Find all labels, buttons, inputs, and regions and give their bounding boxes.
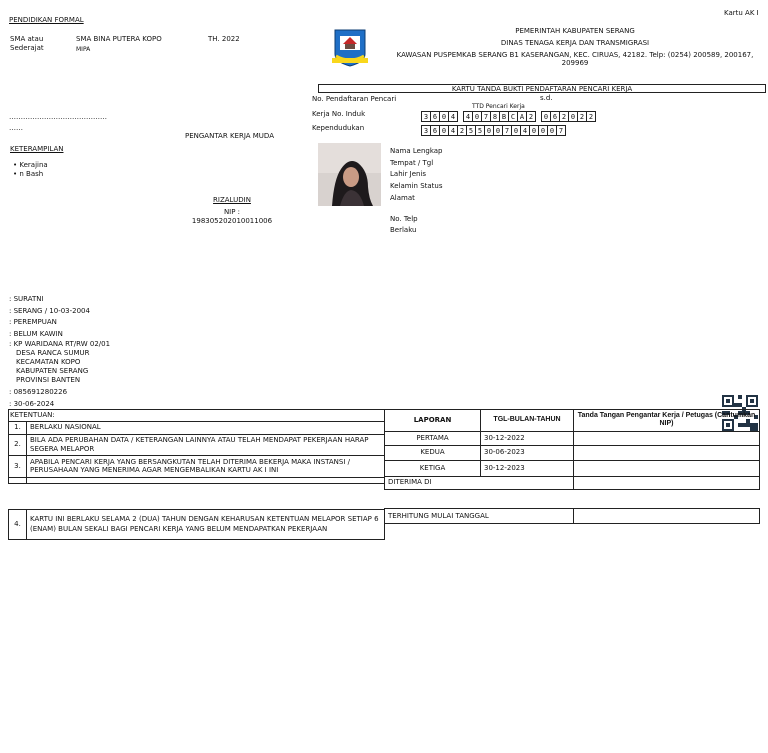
provision-row [9, 421, 385, 434]
value-name: : SURATNI [9, 295, 44, 303]
registration-label: No. Pendaftaran Pencari [312, 95, 397, 103]
nik-digit: 0 [511, 125, 521, 136]
education-level: SMA atau Sederajat [10, 35, 44, 52]
dotted-line: …………………………………… [9, 113, 107, 121]
skill-item: • Kerajina [13, 161, 48, 170]
report-signature [574, 445, 760, 460]
nik-digit: 2 [457, 125, 467, 136]
report-date: 30-06-2023 [481, 445, 574, 460]
report-signature [574, 460, 760, 476]
label-phone: No. Telp [390, 214, 418, 223]
label-spacer [390, 205, 443, 214]
reg-digit: 0 [541, 111, 551, 122]
address-line: PROVINSI BANTEN [16, 376, 81, 385]
ttd-label: TTD Pencari Kerja [472, 103, 525, 110]
card-title: KARTU TANDA BUKTI PENDAFTARAN PENCARI KERJA [318, 84, 766, 93]
provision-text: BILA ADA PERUBAHAN DATA / KETERANGAN LAINNYA ATAU TELAH MENDAPAT PEKERJAAN HARAP SEGERA MELAPOR [27, 434, 385, 455]
accepted-value [574, 476, 760, 489]
value-status: : BELUM KAWIN [9, 329, 63, 338]
provision-text: APABILA PENCARI KERJA YANG BERSANGKUTAN TELAH DITERIMA BEKERJA MAKA INSTANSI / PERUSAHAAN YANG MENERIMA AGAR MENGEMBALIKAN KARTU AK I INI [27, 455, 385, 477]
nik-digit: 7 [556, 125, 566, 136]
nik-digit: 4 [520, 125, 530, 136]
reg-digit: 6 [550, 111, 560, 122]
reg-digit: 7 [481, 111, 491, 122]
provision-text: KARTU INI BERLAKU SELAMA 2 (DUA) TAHUN DENGAN KEHARUSAN KETENTUAN MELAPOR SETIAP 6 (ENAM) BULAN SEKALI BAGI PENCARI KERJA YANG BELUM MENDAPATKAN PEKERJAAN [27, 510, 385, 540]
nik-digit: 0 [538, 125, 548, 136]
education-major: MIPA [76, 46, 91, 53]
label-status: Kelamin Status [390, 182, 443, 191]
report-header-label: LAPORAN [385, 410, 481, 432]
officer-signature-block [180, 196, 284, 225]
address-line: KECAMATAN KOPO [16, 358, 81, 367]
reg-digit: 4 [463, 111, 473, 122]
report-accepted-row [385, 476, 760, 489]
reg-digit: C [508, 111, 518, 122]
reg-digit: 3 [421, 111, 431, 122]
skills-list [13, 161, 48, 179]
regency-logo [332, 28, 368, 71]
report-header-date: TGL-BULAN-TAHUN [481, 410, 574, 432]
registration-number-boxes [421, 111, 595, 122]
reg-digit: 2 [526, 111, 536, 122]
provision-4-table [8, 509, 385, 540]
nik-digit: 0 [439, 125, 449, 136]
label-birth: Tempat / Tgl [390, 158, 434, 167]
reg-digit: 0 [472, 111, 482, 122]
report-label: KETIGA [385, 460, 481, 476]
nik-number-boxes [421, 125, 565, 136]
agency-line-1: PEMERINTAH KABUPATEN SERANG [515, 27, 635, 35]
reg-digit: 2 [577, 111, 587, 122]
blank-cell [9, 477, 27, 483]
registration-label-suffix: s.d. [540, 94, 553, 102]
provision-text: BERLAKU NASIONAL [27, 421, 385, 434]
label-valid: Berlaku [390, 226, 417, 235]
counted-label: TERHITUNG MULAI TANGGAL [385, 509, 574, 524]
value-phone: : 085691280226 [9, 388, 68, 397]
officer-title: PENGANTAR KERJA MUDA [185, 132, 274, 140]
report-signature [574, 431, 760, 445]
personal-labels [390, 146, 443, 237]
card-code-label: Kartu AK I [724, 9, 759, 17]
skill-item: • n Bash [13, 170, 48, 179]
education-school: SMA BINA PUTERA KOPO [76, 35, 162, 43]
provision-number: 2. [9, 434, 27, 455]
nik-digit: 0 [484, 125, 494, 136]
reg-digit: 2 [559, 111, 569, 122]
education-year: TH. 2022 [208, 35, 240, 43]
nik-digit: 4 [448, 125, 458, 136]
provision-number: 3. [9, 455, 27, 477]
reg-digit: 0 [439, 111, 449, 122]
counted-row [385, 509, 760, 524]
report-row [385, 460, 760, 476]
label-gender: Lahir Jenis [390, 170, 427, 179]
report-header-signature: Tanda Tangan Pengantar Kerja / Petugas (Cantumkan NIP) [574, 410, 760, 432]
reg-digit: B [499, 111, 509, 122]
reg-digit: 0 [568, 111, 578, 122]
officer-name: RIZALUDIN [213, 196, 251, 204]
report-row [385, 431, 760, 445]
officer-nip-label: NIP : [223, 207, 241, 216]
nik-digit: 5 [466, 125, 476, 136]
counted-value [574, 509, 760, 524]
value-gender: : PEREMPUAN [9, 318, 57, 327]
nik-digit: 5 [475, 125, 485, 136]
value-birth: : SERANG / 10-03-2004 [9, 306, 90, 315]
accepted-label: DITERIMA DI [385, 476, 574, 489]
nik-digit: 0 [547, 125, 557, 136]
provision-row [9, 434, 385, 455]
report-table [384, 409, 760, 490]
nik-digit: 6 [430, 125, 440, 136]
skills-heading: KETERAMPILAN [10, 145, 64, 153]
provisions-table [8, 409, 385, 484]
applicant-photo [318, 143, 381, 206]
agency-line-2: DINAS TENAGA KERJA DAN TRANSMIGRASI [500, 38, 650, 47]
personal-values [9, 294, 110, 411]
provisions-heading: KETENTUAN: [9, 410, 385, 422]
education-heading: PENDIDIKAN FORMAL [9, 16, 84, 24]
report-row [385, 445, 760, 460]
nik-label: Kerja No. Induk [312, 110, 366, 118]
provision-number: 4. [9, 510, 27, 540]
provision-number: 1. [9, 421, 27, 434]
agency-address: KAWASAN PUSPEMKAB SERANG B1 KASERANGAN, KEC. CIRUAS, 42182. Telp: (0254) 200589, 200167, [396, 50, 754, 59]
officer-nip: 198305202010011006 [191, 216, 273, 225]
provision-row-blank [9, 477, 385, 483]
nik-digit: 0 [529, 125, 539, 136]
nik-digit: 0 [493, 125, 503, 136]
nik-label-2: Kependudukan [312, 124, 365, 132]
report-label: PERTAMA [385, 431, 481, 445]
reg-digit: 8 [490, 111, 500, 122]
agency-phone: 209969 [561, 59, 589, 68]
report-date: 30-12-2023 [481, 460, 574, 476]
report-date: 30-12-2022 [481, 431, 574, 445]
nik-digit: 3 [421, 125, 431, 136]
value-valid: : 30-06-2024 [9, 399, 55, 408]
provision-row [9, 510, 385, 540]
dotted-line: …… [9, 124, 23, 132]
counted-from-table [384, 508, 760, 524]
address-line: DESA RANCA SUMUR [16, 349, 90, 358]
agency-header [385, 27, 765, 68]
nik-digit: 7 [502, 125, 512, 136]
report-header-row [385, 410, 760, 432]
reg-digit: 4 [448, 111, 458, 122]
report-label: KEDUA [385, 445, 481, 460]
provision-row [9, 455, 385, 477]
reg-digit: 6 [430, 111, 440, 122]
reg-digit: A [517, 111, 527, 122]
address-line: KABUPATEN SERANG [16, 367, 89, 376]
label-name: Nama Lengkap [390, 147, 443, 155]
reg-digit: 2 [586, 111, 596, 122]
label-address: Alamat [390, 193, 415, 202]
provisions-heading-row [9, 410, 385, 422]
blank-cell [27, 477, 385, 483]
value-address [9, 340, 110, 385]
address-line: : KP WARIDANA RT/RW 02/01 [9, 340, 111, 349]
